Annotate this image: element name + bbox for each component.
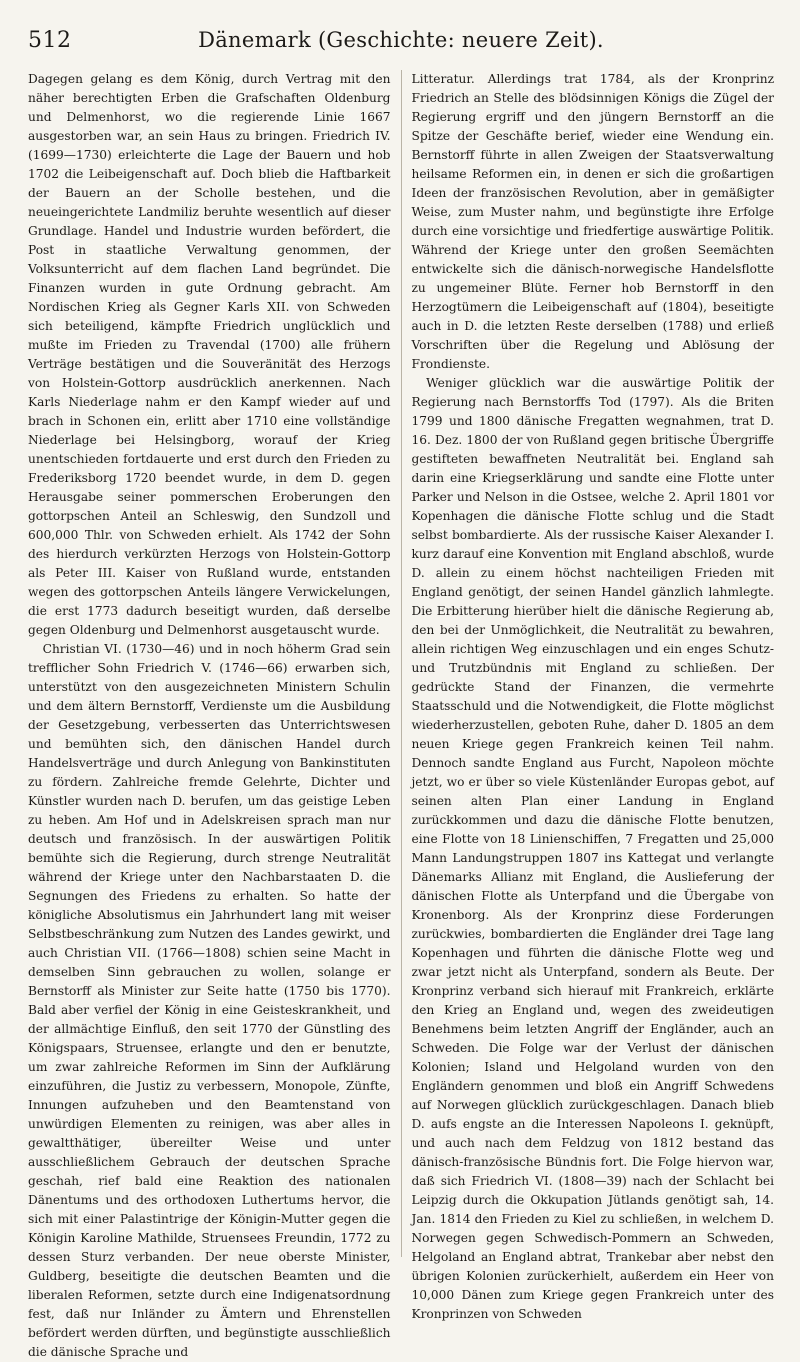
paragraph: Weniger glücklich war die auswärtige Politik der Regierung nach Bernstorffs Tod (1797). Als die Briten 1799 und 1800 dänische Fregatten wegnahmen, trat D. 16. Dez. 1800 der von Rußland gegen britische Übergriffe gestifteten bewaffneten Neutralität bei. England sah darin eine Kriegserklärung und sandte eine Flotte unter Parker und Nelson in die Ostsee, welche 2. April 1801 vor Kopenhagen die dänische Flotte schlug und die Stadt selbst bombardierte. Als der russische Kaiser Alexander I. kurz darauf eine Konvention mit England abschloß, wurde D. allein zu einem höchst nachteiligen Frieden mit England genötigt, der seinen Handel gänzlich lahmlegte. Die Erbitterung hierüber hielt die dänische Regierung ab, den bei der Unmöglichkeit, die Neutralität zu bewahren, allein richtigen Weg einzuschlagen und ein enges Schutz- und Trutzbündnis mit England zu schließen. Der gedrückte Stand der Finanzen, die vermehrte Staatsschuld und die Notwendigkeit, die Flotte möglichst wiederherzustellen, geboten Ruhe, daher D. 1805 an dem neuen Kriege gegen Frankreich keinen Teil nahm. Dennoch sandte England aus Furcht, Napoleon möchte jetzt, wo er über so viele Küstenländer Europas gebot, auf seinen alten Plan einer Landung in England zurückkommen und dazu die dänische Flotte benutzen, eine Flotte von 18 Linienschiffen, 7 Fregatten und 25,000 Mann Landungstruppen 1807 ins Kattegat und verlangte Dänemarks Allianz mit England, die Auslieferung der dänischen Flotte als Unterpfand und die Übergabe von Kronenborg. Als der Kronprinz diese Forderungen zurückwies, bombardierten die Engländer drei Tage lang Kopenhagen und führten die dänische Flotte weg und zwar jetzt nicht als Unterpfand, sondern als Beute. Der Kronprinz verband sich hierauf mit Frankreich, erklärte den Krieg an England und, wegen des zweideutigen Benehmens beim letzten Angriff der Engländer, auch an Schweden. Die Folge war der Verlust der dänischen Kolonien; Island und Helgoland wurden von den Engländern genommen und bloß ein Angriff Schwedens auf Norwegen glücklich zurückgeschlagen. Danach blieb D. aufs engste an die Interessen Napoleons I. geknüpft, und auch nach dem Feldzug von 1812 bestand das dänisch-französische Bündnis fort. Die Folge hiervon war, daß sich Friedrich VI. (1808—39) nach der Schlacht bei Leipzig durch die Okkupation Jütlands genötigt sah, 14. Jan. 1814 den Frieden zu Kiel zu schließen, in welchem D. Norwegen gegen Schwedisch-Pommern an Schweden, Helgoland an England abtrat, Trankebar aber nebst den übrigen Kolonien zurückerhielt, außerdem ein Heer von 10,000 Dänen zum Kriege gegen Frankreich unter des Kronprinzen von Schweden <box>411 376 774 1321</box>
right-column <box>411 70 775 1321</box>
page-header <box>28 28 774 58</box>
running-head: Dänemark (Geschichte: neuere Zeit). <box>198 28 604 52</box>
text-columns <box>28 70 774 1359</box>
paragraph: Litteratur. Allerdings trat 1784, als der Kronprinz Friedrich an Stelle des blödsinnigen Königs die Zügel der Regierung ergriff und den jüngern Bernstorff an die Spitze der Geschäfte berief, wieder eine Wendung ein. Bernstorff führte in allen Zweigen der Staatsverwaltung heilsame Reformen ein, in denen er sich die großartigen Ideen der französischen Revolution, aber in gemäßigter Weise, zum Muster nahm, und begünstigte ihre Erfolge durch eine vorsichtige und friedfertige auswärtige Politik. Während der Kriege unter den großen Seemächten entwickelte sich die dänisch-norwegische Handelsflotte zu ungemeiner Blüte. Ferner hob Bernstorff in den Herzogtümern die Leibeigenschaft auf (1804), beseitigte auch in D. die letzten Reste derselben (1788) und erließ Vorschriften über die Regelung und Ablösung der Frondienste. <box>411 72 774 371</box>
paragraph: Dagegen gelang es dem König, durch Vertrag mit den näher berechtigten Erben die Grafschaften Oldenburg und Delmenhorst, wo die regierende Linie 1667 ausgestorben war, an sein Haus zu bringen. Friedrich IV. (1699—1730) erleichterte die Lage der Bauern und hob 1702 die Leibeigenschaft auf. Doch blieb die Haftbarkeit der Bauern an der Scholle bestehen, und die neueingerichtete Landmiliz beruhte wesentlich auf dieser Grundlage. Handel und Industrie wurden befördert, die Post in staatliche Verwaltung genommen, der Volksunterricht auf dem flachen Land begründet. Die Finanzen wurden in gute Ordnung gebracht. Am Nordischen Krieg als Gegner Karls XII. von Schweden sich beteiligend, kämpfte Friedrich unglücklich und mußte im Frieden zu Travendal (1700) alle frühern Verträge bestätigen und die Souveränität des Herzogs von Holstein-Gottorp ausdrücklich anerkennen. Nach Karls Niederlage nahm er den Kampf wieder auf und brach in Schonen ein, erlitt aber 1710 eine vollständige Niederlage bei Helsingborg, worauf der Krieg unentschieden fortdauerte und erst durch den Frieden zu Frederiksborg 1720 beendet wurde, in dem D. gegen Herausgabe seiner pommerschen Eroberungen den gottorpschen Anteil an Schleswig, den Sundzoll und 600,000 Thlr. von Schweden erhielt. Als 1742 der Sohn des hierdurch verkürzten Herzogs von Holstein-Gottorp als Peter III. Kaiser von Rußland wurde, entstanden wegen des gottorpschen Anteils längere Verwickelungen, die erst 1773 dadurch beseitigt wurden, daß derselbe gegen Oldenburg und Delmenhorst ausgetauscht wurde. <box>28 72 391 637</box>
left-column <box>28 70 391 1359</box>
page-number: 512 <box>28 28 72 53</box>
paragraph: Christian VI. (1730—46) und in noch höherm Grad sein trefflicher Sohn Friedrich V. (1746—66) erwarben sich, unterstützt von den ausgezeichneten Ministern Schulin und dem ältern Bernstorff, Verdienste um die Ausbildung der Gesetzgebung, verbesserten das Unterrichtswesen und bemühten sich, den dänischen Handel durch Handelsverträge und durch Anlegung von Bankinstituten zu fördern. Zahlreiche fremde Gelehrte, Dichter und Künstler wurden nach D. berufen, um das geistige Leben zu heben. Am Hof und in Adelskreisen sprach man nur deutsch und französisch. In der auswärtigen Politik bemühte sich die Regierung, durch strenge Neutralität während der Kriege unter den Nachbarstaaten D. die Segnungen des Friedens zu erhalten. So hatte der königliche Absolutismus ein Jahrhundert lang mit weiser Selbstbeschränkung zum Nutzen des Landes gewirkt, und auch Christian VII. (1766—1808) schien seine Macht in demselben Sinn gebrauchen zu wollen, solange er Bernstorff als Minister zur Seite hatte (1750 bis 1770). Bald aber verfiel der König in eine Geisteskrankheit, und der allmächtige Einfluß, den seit 1770 der Günstling des Königspaars, Struensee, erlangte und den er benutzte, um zwar zahlreiche Reformen im Sinn der Aufklärung einzuführen, die Justiz zu verbessern, Monopole, Zünfte, Innungen aufzuheben und den Beamtenstand von unwürdigen Elementen zu reinigen, was aber alles in gewaltthätiger, übereilter Weise und unter ausschließlichem Gebrauch der deutschen Sprache geschah, rief bald eine Reaktion des nationalen Dänentums und des orthodoxen Luthertums hervor, die sich mit einer Palastintrige der Königin-Mutter gegen die Königin Karoline Mathilde, Struensees Freundin, 1772 zu dessen Sturz verbanden. Der neue oberste Minister, Guldberg, beseitigte die deutschen Beamten und die liberalen Reformen, setzte durch eine Indigenatsordnung fest, daß nur Inländer zu Ämtern und Ehrenstellen befördert werden dürften, und begünstigte ausschließlich die dänische Sprache und <box>28 642 391 1359</box>
column-divider <box>401 70 402 1257</box>
